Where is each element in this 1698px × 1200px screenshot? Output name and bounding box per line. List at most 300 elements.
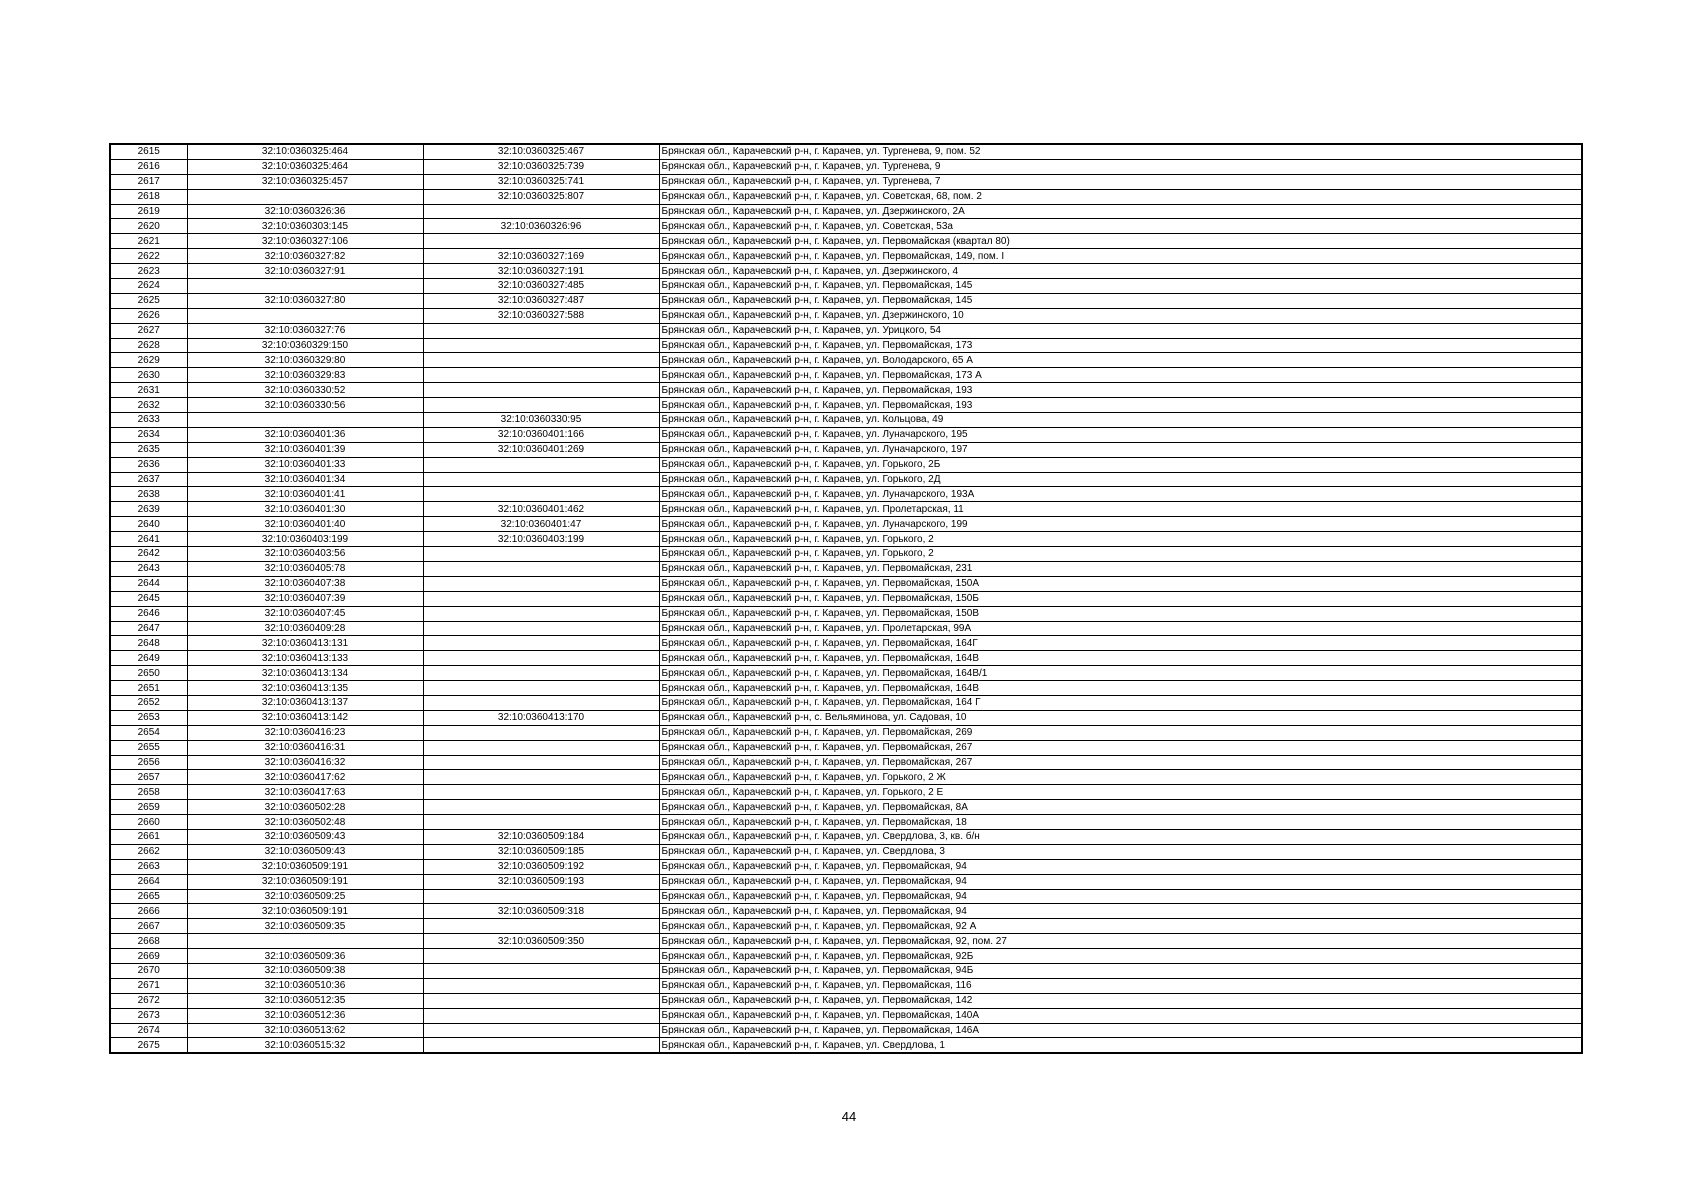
building-cadastral-number-cell: 32:10:0360413:170: [423, 710, 659, 725]
address-cell: Брянская обл., Карачевский р-н, г. Карачев, ул. Первомайская, 94: [659, 904, 1582, 919]
address-cell: Брянская обл., Карачевский р-н, г. Карачев, ул. Первомайская, 150Б: [659, 591, 1582, 606]
building-cadastral-number-cell: [423, 606, 659, 621]
land-cadastral-number-cell: 32:10:0360513:62: [187, 1023, 423, 1038]
land-cadastral-number-cell: 32:10:0360413:137: [187, 695, 423, 710]
row-number-cell: 2619: [110, 204, 187, 219]
table-row: [110, 502, 1582, 517]
land-cadastral-number-cell: [187, 413, 423, 428]
row-number-cell: 2641: [110, 532, 187, 547]
land-cadastral-number-cell: 32:10:0360417:62: [187, 770, 423, 785]
table-row: [110, 829, 1582, 844]
row-number-cell: 2663: [110, 859, 187, 874]
land-cadastral-number-cell: 32:10:0360405:78: [187, 561, 423, 576]
building-cadastral-number-cell: 32:10:0360330:95: [423, 413, 659, 428]
land-cadastral-number-cell: 32:10:0360401:39: [187, 442, 423, 457]
building-cadastral-number-cell: [423, 770, 659, 785]
table-row: [110, 219, 1582, 234]
land-cadastral-number-cell: 32:10:0360407:38: [187, 576, 423, 591]
address-cell: Брянская обл., Карачевский р-н, г. Карачев, ул. Первомайская, 149, пом. I: [659, 249, 1582, 264]
building-cadastral-number-cell: [423, 725, 659, 740]
row-number-cell: 2670: [110, 963, 187, 978]
building-cadastral-number-cell: 32:10:0360401:47: [423, 517, 659, 532]
land-cadastral-number-cell: 32:10:0360401:34: [187, 472, 423, 487]
building-cadastral-number-cell: 32:10:0360325:807: [423, 189, 659, 204]
building-cadastral-number-cell: [423, 472, 659, 487]
address-cell: Брянская обл., Карачевский р-н, г. Карачев, ул. Горького, 2: [659, 547, 1582, 562]
land-cadastral-number-cell: 32:10:0360502:28: [187, 800, 423, 815]
row-number-cell: 2655: [110, 740, 187, 755]
building-cadastral-number-cell: [423, 323, 659, 338]
address-cell: Брянская обл., Карачевский р-н, г. Карачев, ул. Первомайская, 145: [659, 279, 1582, 294]
table-row: [110, 859, 1582, 874]
row-number-cell: 2630: [110, 368, 187, 383]
building-cadastral-number-cell: 32:10:0360325:739: [423, 159, 659, 174]
row-number-cell: 2646: [110, 606, 187, 621]
address-cell: Брянская обл., Карачевский р-н, г. Карачев, ул. Горького, 2 Ж: [659, 770, 1582, 785]
building-cadastral-number-cell: [423, 591, 659, 606]
address-cell: Брянская обл., Карачевский р-н, г. Карачев, ул. Первомайская, 94: [659, 859, 1582, 874]
address-cell: Брянская обл., Карачевский р-н, г. Карачев, ул. Луначарского, 197: [659, 442, 1582, 457]
building-cadastral-number-cell: [423, 636, 659, 651]
table-row: [110, 234, 1582, 249]
address-cell: Брянская обл., Карачевский р-н, г. Карачев, ул. Горького, 2Д: [659, 472, 1582, 487]
address-cell: Брянская обл., Карачевский р-н, г. Карачев, ул. Луначарского, 193А: [659, 487, 1582, 502]
land-cadastral-number-cell: 32:10:0360417:63: [187, 785, 423, 800]
building-cadastral-number-cell: [423, 576, 659, 591]
address-cell: Брянская обл., Карачевский р-н, г. Карачев, ул. Первомайская, 164В: [659, 651, 1582, 666]
table-row: [110, 1008, 1582, 1023]
row-number-cell: 2661: [110, 829, 187, 844]
building-cadastral-number-cell: [423, 234, 659, 249]
table-row: [110, 144, 1582, 159]
table-row: [110, 963, 1582, 978]
land-cadastral-number-cell: [187, 279, 423, 294]
row-number-cell: 2627: [110, 323, 187, 338]
table-row: [110, 666, 1582, 681]
address-cell: Брянская обл., Карачевский р-н, г. Карачев, ул. Первомайская, 92Б: [659, 949, 1582, 964]
address-cell: Брянская обл., Карачевский р-н, г. Карачев, ул. Свердлова, 3, кв. б/н: [659, 829, 1582, 844]
address-cell: Брянская обл., Карачевский р-н, г. Карачев, ул. Первомайская, 193: [659, 398, 1582, 413]
address-cell: Брянская обл., Карачевский р-н, г. Карачев, ул. Горького, 2Б: [659, 457, 1582, 472]
building-cadastral-number-cell: [423, 978, 659, 993]
table-row: [110, 710, 1582, 725]
table-row: [110, 755, 1582, 770]
row-number-cell: 2662: [110, 844, 187, 859]
row-number-cell: 2643: [110, 561, 187, 576]
row-number-cell: 2666: [110, 904, 187, 919]
table-row: [110, 383, 1582, 398]
land-cadastral-number-cell: 32:10:0360327:80: [187, 293, 423, 308]
building-cadastral-number-cell: [423, 919, 659, 934]
row-number-cell: 2660: [110, 815, 187, 830]
row-number-cell: 2638: [110, 487, 187, 502]
building-cadastral-number-cell: 32:10:0360509:350: [423, 934, 659, 949]
row-number-cell: 2671: [110, 978, 187, 993]
table-row: [110, 919, 1582, 934]
row-number-cell: 2631: [110, 383, 187, 398]
land-cadastral-number-cell: 32:10:0360407:39: [187, 591, 423, 606]
land-cadastral-number-cell: 32:10:0360325:457: [187, 174, 423, 189]
table-row: [110, 561, 1582, 576]
table-row: [110, 651, 1582, 666]
table-row: [110, 636, 1582, 651]
address-cell: Брянская обл., Карачевский р-н, г. Карачев, ул. Первомайская, 231: [659, 561, 1582, 576]
land-cadastral-number-cell: 32:10:0360509:191: [187, 859, 423, 874]
building-cadastral-number-cell: [423, 681, 659, 696]
row-number-cell: 2616: [110, 159, 187, 174]
address-cell: Брянская обл., Карачевский р-н, г. Карачев, ул. Первомайская, 267: [659, 740, 1582, 755]
row-number-cell: 2647: [110, 621, 187, 636]
row-number-cell: 2621: [110, 234, 187, 249]
address-cell: Брянская обл., Карачевский р-н, г. Карачев, ул. Первомайская, 164Г: [659, 636, 1582, 651]
building-cadastral-number-cell: [423, 800, 659, 815]
row-number-cell: 2669: [110, 949, 187, 964]
building-cadastral-number-cell: [423, 889, 659, 904]
table-row: [110, 785, 1582, 800]
address-cell: Брянская обл., Карачевский р-н, г. Карачев, ул. Первомайская, 8А: [659, 800, 1582, 815]
table-row: [110, 204, 1582, 219]
row-number-cell: 2665: [110, 889, 187, 904]
table-row: [110, 398, 1582, 413]
address-cell: Брянская обл., Карачевский р-н, г. Карачев, ул. Первомайская, 94: [659, 874, 1582, 889]
address-cell: Брянская обл., Карачевский р-н, г. Карачев, ул. Пролетарская, 99А: [659, 621, 1582, 636]
row-number-cell: 2617: [110, 174, 187, 189]
address-cell: Брянская обл., Карачевский р-н, г. Карачев, ул. Первомайская, 267: [659, 755, 1582, 770]
land-cadastral-number-cell: 32:10:0360509:35: [187, 919, 423, 934]
table-row: [110, 770, 1582, 785]
land-cadastral-number-cell: 32:10:0360327:82: [187, 249, 423, 264]
table-row: [110, 949, 1582, 964]
table-row: [110, 293, 1582, 308]
table-row: [110, 487, 1582, 502]
table-row: [110, 413, 1582, 428]
address-cell: Брянская обл., Карачевский р-н, г. Карачев, ул. Первомайская, 173: [659, 338, 1582, 353]
land-cadastral-number-cell: 32:10:0360413:133: [187, 651, 423, 666]
address-cell: Брянская обл., Карачевский р-н, г. Карачев, ул. Первомайская, 116: [659, 978, 1582, 993]
table-row: [110, 815, 1582, 830]
address-cell: Брянская обл., Карачевский р-н, г. Карачев, ул. Первомайская, 18: [659, 815, 1582, 830]
land-cadastral-number-cell: 32:10:0360330:56: [187, 398, 423, 413]
land-cadastral-number-cell: 32:10:0360401:33: [187, 457, 423, 472]
address-cell: Брянская обл., Карачевский р-н, г. Карачев, ул. Дзержинского, 2А: [659, 204, 1582, 219]
building-cadastral-number-cell: [423, 561, 659, 576]
row-number-cell: 2634: [110, 427, 187, 442]
land-cadastral-number-cell: 32:10:0360325:464: [187, 159, 423, 174]
address-cell: Брянская обл., Карачевский р-н, г. Карачев, ул. Первомайская, 146А: [659, 1023, 1582, 1038]
table-row: [110, 308, 1582, 323]
building-cadastral-number-cell: [423, 963, 659, 978]
row-number-cell: 2629: [110, 353, 187, 368]
land-cadastral-number-cell: 32:10:0360401:40: [187, 517, 423, 532]
row-number-cell: 2615: [110, 144, 187, 159]
land-cadastral-number-cell: 32:10:0360401:30: [187, 502, 423, 517]
row-number-cell: 2640: [110, 517, 187, 532]
address-cell: Брянская обл., Карачевский р-н, г. Карачев, ул. Первомайская, 92 А: [659, 919, 1582, 934]
table-row: [110, 725, 1582, 740]
table-row: [110, 368, 1582, 383]
address-cell: Брянская обл., Карачевский р-н, г. Карачев, ул. Первомайская, 269: [659, 725, 1582, 740]
building-cadastral-number-cell: 32:10:0360401:269: [423, 442, 659, 457]
land-cadastral-number-cell: 32:10:0360416:32: [187, 755, 423, 770]
row-number-cell: 2623: [110, 264, 187, 279]
land-cadastral-number-cell: 32:10:0360403:56: [187, 547, 423, 562]
table-row: [110, 934, 1582, 949]
building-cadastral-number-cell: [423, 1023, 659, 1038]
land-cadastral-number-cell: 32:10:0360509:25: [187, 889, 423, 904]
address-cell: Брянская обл., Карачевский р-н, г. Карачев, ул. Первомайская, 173 А: [659, 368, 1582, 383]
address-cell: Брянская обл., Карачевский р-н, г. Карачев, ул. Первомайская, 142: [659, 993, 1582, 1008]
table-row: [110, 279, 1582, 294]
land-cadastral-number-cell: 32:10:0360509:191: [187, 904, 423, 919]
land-cadastral-number-cell: 32:10:0360413:135: [187, 681, 423, 696]
table-row: [110, 740, 1582, 755]
building-cadastral-number-cell: [423, 368, 659, 383]
land-cadastral-number-cell: 32:10:0360325:464: [187, 144, 423, 159]
table-row: [110, 323, 1582, 338]
row-number-cell: 2625: [110, 293, 187, 308]
row-number-cell: 2654: [110, 725, 187, 740]
row-number-cell: 2656: [110, 755, 187, 770]
building-cadastral-number-cell: 32:10:0360403:199: [423, 532, 659, 547]
table-row: [110, 681, 1582, 696]
land-cadastral-number-cell: 32:10:0360413:142: [187, 710, 423, 725]
address-cell: Брянская обл., Карачевский р-н, г. Карачев, ул. Тургенева, 9: [659, 159, 1582, 174]
address-cell: Брянская обл., Карачевский р-н, г. Карачев, ул. Свердлова, 3: [659, 844, 1582, 859]
address-cell: Брянская обл., Карачевский р-н, г. Карачев, ул. Первомайская, 92, пом. 27: [659, 934, 1582, 949]
land-cadastral-number-cell: 32:10:0360329:80: [187, 353, 423, 368]
table-row: [110, 978, 1582, 993]
table-row: [110, 621, 1582, 636]
building-cadastral-number-cell: [423, 666, 659, 681]
address-cell: Брянская обл., Карачевский р-н, г. Карачев, ул. Первомайская, 94Б: [659, 963, 1582, 978]
land-cadastral-number-cell: 32:10:0360326:36: [187, 204, 423, 219]
address-cell: Брянская обл., Карачевский р-н, г. Карачев, ул. Первомайская, 164В/1: [659, 666, 1582, 681]
address-cell: Брянская обл., Карачевский р-н, г. Карачев, ул. Горького, 2 Е: [659, 785, 1582, 800]
building-cadastral-number-cell: [423, 204, 659, 219]
row-number-cell: 2644: [110, 576, 187, 591]
land-cadastral-number-cell: 32:10:0360416:23: [187, 725, 423, 740]
row-number-cell: 2649: [110, 651, 187, 666]
row-number-cell: 2636: [110, 457, 187, 472]
land-cadastral-number-cell: 32:10:0360413:131: [187, 636, 423, 651]
address-cell: Брянская обл., Карачевский р-н, г. Карачев, ул. Первомайская, 94: [659, 889, 1582, 904]
building-cadastral-number-cell: [423, 1008, 659, 1023]
address-cell: Брянская обл., Карачевский р-н, г. Карачев, ул. Первомайская, 150В: [659, 606, 1582, 621]
land-cadastral-number-cell: 32:10:0360403:199: [187, 532, 423, 547]
address-cell: Брянская обл., Карачевский р-н, г. Карачев, ул. Советская, 68, пом. 2: [659, 189, 1582, 204]
table-row: [110, 353, 1582, 368]
building-cadastral-number-cell: [423, 785, 659, 800]
land-cadastral-number-cell: 32:10:0360509:43: [187, 844, 423, 859]
land-cadastral-number-cell: 32:10:0360327:106: [187, 234, 423, 249]
land-cadastral-number-cell: 32:10:0360327:76: [187, 323, 423, 338]
table-row: [110, 189, 1582, 204]
address-cell: Брянская обл., Карачевский р-н, г. Карачев, ул. Тургенева, 9, пом. 52: [659, 144, 1582, 159]
table-row: [110, 1038, 1582, 1053]
building-cadastral-number-cell: [423, 353, 659, 368]
table-row: [110, 442, 1582, 457]
building-cadastral-number-cell: [423, 398, 659, 413]
address-cell: Брянская обл., Карачевский р-н, г. Карачев, ул. Пролетарская, 11: [659, 502, 1582, 517]
land-cadastral-number-cell: 32:10:0360330:52: [187, 383, 423, 398]
building-cadastral-number-cell: [423, 949, 659, 964]
address-cell: Брянская обл., Карачевский р-н, г. Карачев, ул. Дзержинского, 4: [659, 264, 1582, 279]
land-cadastral-number-cell: 32:10:0360509:36: [187, 949, 423, 964]
building-cadastral-number-cell: 32:10:0360327:487: [423, 293, 659, 308]
building-cadastral-number-cell: [423, 1038, 659, 1053]
row-number-cell: 2639: [110, 502, 187, 517]
building-cadastral-number-cell: [423, 383, 659, 398]
table-row: [110, 532, 1582, 547]
row-number-cell: 2675: [110, 1038, 187, 1053]
table-row: [110, 264, 1582, 279]
row-number-cell: 2648: [110, 636, 187, 651]
building-cadastral-number-cell: 32:10:0360327:588: [423, 308, 659, 323]
table-row: [110, 606, 1582, 621]
land-cadastral-number-cell: 32:10:0360509:38: [187, 963, 423, 978]
land-cadastral-number-cell: 32:10:0360413:134: [187, 666, 423, 681]
address-cell: Брянская обл., Карачевский р-н, г. Карачев, ул. Горького, 2: [659, 532, 1582, 547]
address-cell: Брянская обл., Карачевский р-н, г. Карачев, ул. Первомайская (квартал 80): [659, 234, 1582, 249]
row-number-cell: 2658: [110, 785, 187, 800]
address-cell: Брянская обл., Карачевский р-н, г. Карачев, ул. Советская, 53а: [659, 219, 1582, 234]
land-cadastral-number-cell: 32:10:0360401:36: [187, 427, 423, 442]
address-cell: Брянская обл., Карачевский р-н, г. Карачев, ул. Свердлова, 1: [659, 1038, 1582, 1053]
building-cadastral-number-cell: 32:10:0360509:185: [423, 844, 659, 859]
address-cell: Брянская обл., Карачевский р-н, г. Карачев, ул. Тургенева, 7: [659, 174, 1582, 189]
building-cadastral-number-cell: 32:10:0360327:169: [423, 249, 659, 264]
land-cadastral-number-cell: [187, 934, 423, 949]
building-cadastral-number-cell: [423, 755, 659, 770]
row-number-cell: 2673: [110, 1008, 187, 1023]
row-number-cell: 2637: [110, 472, 187, 487]
row-number-cell: 2628: [110, 338, 187, 353]
building-cadastral-number-cell: 32:10:0360327:485: [423, 279, 659, 294]
building-cadastral-number-cell: 32:10:0360401:462: [423, 502, 659, 517]
row-number-cell: 2659: [110, 800, 187, 815]
building-cadastral-number-cell: [423, 815, 659, 830]
row-number-cell: 2674: [110, 1023, 187, 1038]
row-number-cell: 2626: [110, 308, 187, 323]
address-cell: Брянская обл., Карачевский р-н, г. Карачев, ул. Урицкого, 54: [659, 323, 1582, 338]
row-number-cell: 2664: [110, 874, 187, 889]
building-cadastral-number-cell: [423, 993, 659, 1008]
address-cell: Брянская обл., Карачевский р-н, г. Карачев, ул. Первомайская, 140А: [659, 1008, 1582, 1023]
address-cell: Брянская обл., Карачевский р-н, с. Вельяминова, ул. Садовая, 10: [659, 710, 1582, 725]
building-cadastral-number-cell: 32:10:0360509:318: [423, 904, 659, 919]
row-number-cell: 2618: [110, 189, 187, 204]
row-number-cell: 2668: [110, 934, 187, 949]
land-cadastral-number-cell: 32:10:0360329:83: [187, 368, 423, 383]
row-number-cell: 2667: [110, 919, 187, 934]
building-cadastral-number-cell: 32:10:0360325:467: [423, 144, 659, 159]
building-cadastral-number-cell: [423, 547, 659, 562]
table-row: [110, 800, 1582, 815]
row-number-cell: 2650: [110, 666, 187, 681]
address-cell: Брянская обл., Карачевский р-н, г. Карачев, ул. Первомайская, 164 Г: [659, 695, 1582, 710]
land-cadastral-number-cell: 32:10:0360303:145: [187, 219, 423, 234]
land-cadastral-number-cell: 32:10:0360510:36: [187, 978, 423, 993]
register-table-body: [110, 144, 1582, 1053]
row-number-cell: 2622: [110, 249, 187, 264]
address-cell: Брянская обл., Карачевский р-н, г. Карачев, ул. Первомайская, 150А: [659, 576, 1582, 591]
building-cadastral-number-cell: 32:10:0360401:166: [423, 427, 659, 442]
land-cadastral-number-cell: 32:10:0360401:41: [187, 487, 423, 502]
building-cadastral-number-cell: [423, 621, 659, 636]
table-row: [110, 874, 1582, 889]
row-number-cell: 2672: [110, 993, 187, 1008]
row-number-cell: 2620: [110, 219, 187, 234]
row-number-cell: 2633: [110, 413, 187, 428]
building-cadastral-number-cell: [423, 740, 659, 755]
row-number-cell: 2651: [110, 681, 187, 696]
table-row: [110, 695, 1582, 710]
address-cell: Брянская обл., Карачевский р-н, г. Карачев, ул. Кольцова, 49: [659, 413, 1582, 428]
building-cadastral-number-cell: [423, 457, 659, 472]
building-cadastral-number-cell: [423, 338, 659, 353]
building-cadastral-number-cell: [423, 651, 659, 666]
address-cell: Брянская обл., Карачевский р-н, г. Карачев, ул. Луначарского, 195: [659, 427, 1582, 442]
building-cadastral-number-cell: 32:10:0360509:184: [423, 829, 659, 844]
building-cadastral-number-cell: [423, 695, 659, 710]
row-number-cell: 2635: [110, 442, 187, 457]
land-cadastral-number-cell: 32:10:0360327:91: [187, 264, 423, 279]
building-cadastral-number-cell: 32:10:0360509:193: [423, 874, 659, 889]
building-cadastral-number-cell: 32:10:0360325:741: [423, 174, 659, 189]
land-cadastral-number-cell: 32:10:0360512:35: [187, 993, 423, 1008]
table-row: [110, 576, 1582, 591]
building-cadastral-number-cell: 32:10:0360326:96: [423, 219, 659, 234]
land-cadastral-number-cell: 32:10:0360329:150: [187, 338, 423, 353]
land-cadastral-number-cell: [187, 189, 423, 204]
table-row: [110, 904, 1582, 919]
row-number-cell: 2657: [110, 770, 187, 785]
address-cell: Брянская обл., Карачевский р-н, г. Карачев, ул. Дзержинского, 10: [659, 308, 1582, 323]
table-row: [110, 174, 1582, 189]
address-cell: Брянская обл., Карачевский р-н, г. Карачев, ул. Первомайская, 145: [659, 293, 1582, 308]
table-row: [110, 517, 1582, 532]
row-number-cell: 2645: [110, 591, 187, 606]
table-row: [110, 457, 1582, 472]
land-cadastral-number-cell: [187, 308, 423, 323]
land-cadastral-number-cell: 32:10:0360512:36: [187, 1008, 423, 1023]
land-cadastral-number-cell: 32:10:0360509:43: [187, 829, 423, 844]
page-number: 44: [841, 1109, 857, 1124]
land-cadastral-number-cell: 32:10:0360407:45: [187, 606, 423, 621]
building-cadastral-number-cell: [423, 487, 659, 502]
building-cadastral-number-cell: 32:10:0360327:191: [423, 264, 659, 279]
row-number-cell: 2624: [110, 279, 187, 294]
table-row: [110, 844, 1582, 859]
table-row: [110, 1023, 1582, 1038]
table-row: [110, 993, 1582, 1008]
row-number-cell: 2632: [110, 398, 187, 413]
building-cadastral-number-cell: 32:10:0360509:192: [423, 859, 659, 874]
address-cell: Брянская обл., Карачевский р-н, г. Карачев, ул. Первомайская, 164В: [659, 681, 1582, 696]
table-row: [110, 889, 1582, 904]
row-number-cell: 2652: [110, 695, 187, 710]
table-row: [110, 472, 1582, 487]
table-row: [110, 159, 1582, 174]
land-cadastral-number-cell: 32:10:0360416:31: [187, 740, 423, 755]
address-cell: Брянская обл., Карачевский р-н, г. Карачев, ул. Луначарского, 199: [659, 517, 1582, 532]
land-cadastral-number-cell: 32:10:0360502:48: [187, 815, 423, 830]
table-row: [110, 338, 1582, 353]
table-row: [110, 249, 1582, 264]
table-row: [110, 427, 1582, 442]
address-cell: Брянская обл., Карачевский р-н, г. Карачев, ул. Первомайская, 193: [659, 383, 1582, 398]
table-row: [110, 591, 1582, 606]
